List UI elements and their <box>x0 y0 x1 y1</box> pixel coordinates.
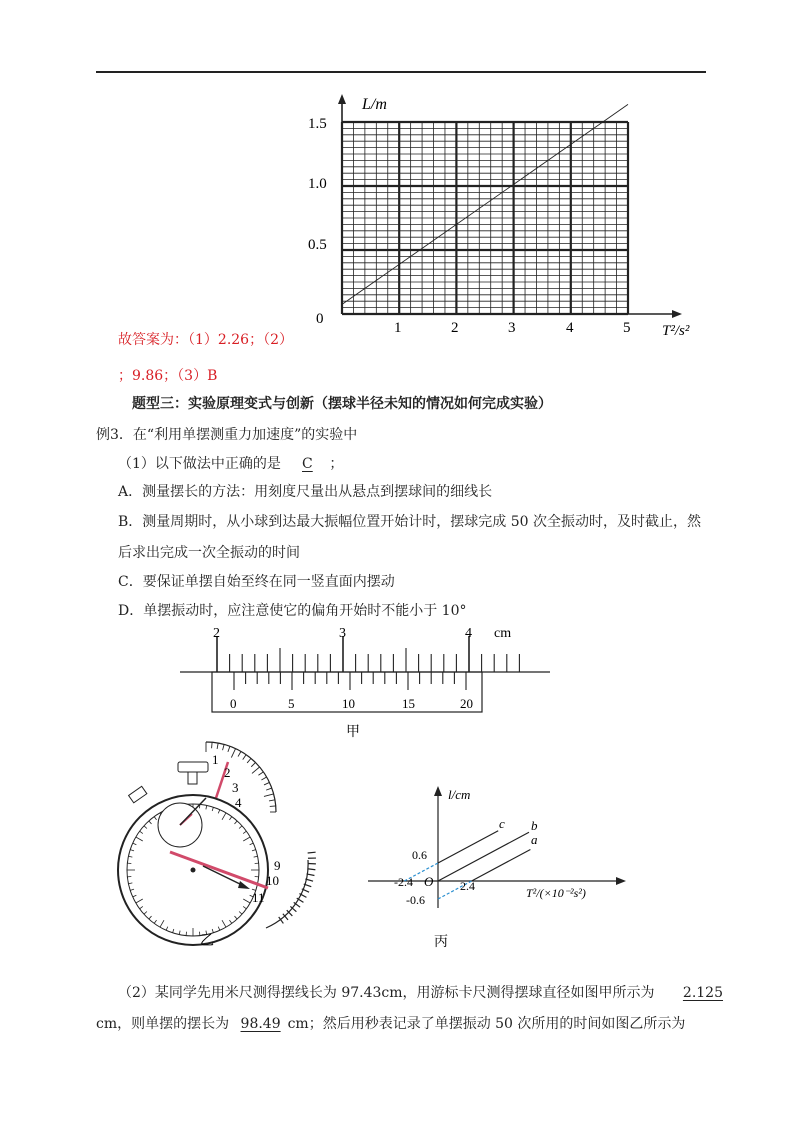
main-scale-label: 2 <box>213 626 220 641</box>
series-line-b <box>438 832 529 881</box>
graph-grid <box>342 122 628 314</box>
x-tick-label: 4 <box>566 320 574 336</box>
series-line-a <box>472 850 531 882</box>
arc-tick <box>212 742 213 748</box>
arc-tick <box>238 751 241 756</box>
scale-label: 11 <box>252 890 265 905</box>
arc-tick <box>228 746 230 752</box>
arc-tick <box>261 777 266 780</box>
arc-tick <box>264 794 274 797</box>
example-heading: 例3．在“利用单摆测重力加速度”的实验中 <box>96 427 358 443</box>
scale-tick <box>307 869 315 870</box>
scale-label: 9 <box>274 858 281 873</box>
question-2-line-2 <box>96 1013 685 1033</box>
figure-caption: 甲 <box>346 725 360 740</box>
y-axis-label: l/cm <box>448 787 471 802</box>
annotation: -2.4 <box>394 875 413 889</box>
annotation: 2.4 <box>460 879 475 893</box>
arc-tick <box>252 767 260 773</box>
question-2-line-1 <box>118 982 723 1002</box>
dial-label: 2 <box>224 765 231 780</box>
vernier-label: 20 <box>460 696 473 711</box>
x-axis-label: T²/(×10⁻²s²) <box>526 886 586 900</box>
series-label: b <box>531 818 538 833</box>
arc-tick <box>231 749 235 758</box>
caliper-reading-answer: 2.125 <box>682 985 724 1001</box>
x-axis-arrow <box>672 310 682 318</box>
stopwatch-side-button[interactable] <box>129 786 147 803</box>
arc-tick <box>270 806 276 807</box>
arc-tick <box>264 782 269 785</box>
stopwatch-crown[interactable] <box>178 762 208 772</box>
question-1 <box>118 453 343 473</box>
main-scale-ticks <box>217 636 519 672</box>
option-b-line-1: B．测量周期时，从小球到达最大振幅位置开始计时，摆球完成 50 次全振动时，及时截止，然 <box>118 514 702 530</box>
question-1-prefix: （1）以下做法中正确的是 <box>118 456 281 472</box>
vernier-label: 5 <box>288 696 295 711</box>
l-t2-graph-bing <box>368 786 640 950</box>
vernier-scale-ticks <box>234 672 466 690</box>
arc-tick <box>251 763 255 767</box>
main-scale-label: 4 <box>465 626 472 641</box>
y-tick-label: 0.5 <box>308 237 327 253</box>
dial-label: 1 <box>212 752 219 767</box>
y-tick-label: 1.0 <box>308 176 327 192</box>
scale-tick <box>308 852 316 853</box>
main-scale-label: 3 <box>339 626 346 641</box>
x-tick-label: 1 <box>394 320 402 336</box>
option-b-line-2: 后求出完成一次全振动的时间 <box>118 545 300 561</box>
series-line <box>342 104 628 304</box>
y-axis-arrow <box>434 786 442 796</box>
question-1-answer: C <box>302 456 313 472</box>
arc-tick <box>269 800 275 801</box>
arc-tick <box>247 758 251 763</box>
page-top-rule <box>96 71 706 73</box>
origin-label: 0 <box>316 311 324 327</box>
x-tick-label: 2 <box>451 320 459 336</box>
series-label: a <box>531 832 538 847</box>
vernier-label: 10 <box>342 696 355 711</box>
section-title: 题型三：实验原理变式与创新（摆球半径未知的情况如何完成实验） <box>132 396 552 412</box>
arc-tick <box>258 772 263 775</box>
option-a: A．测量摆长的方法：用刻度尺量出从悬点到摆球间的细线长 <box>118 484 493 500</box>
figure-caption: 丙 <box>434 935 448 950</box>
vernier-caliper-figure <box>180 622 550 744</box>
vernier-label: 0 <box>230 696 237 711</box>
annotation: -0.6 <box>406 893 425 907</box>
y-axis-arrow <box>338 94 346 104</box>
question-2-text: （2）某同学先用米尺测得摆线长为 97.43cm，用游标卡尺测得摆球直径如图甲所示为 <box>118 985 655 1001</box>
dial-label: 3 <box>232 780 239 795</box>
option-c: C．要保证单摆自始至终在同一竖直面内摆动 <box>118 574 395 590</box>
arc-tick <box>217 743 218 749</box>
x-axis-arrow <box>616 877 626 885</box>
vernier-label: 15 <box>402 696 415 711</box>
question-1-suffix: ； <box>329 456 344 472</box>
arc-tick <box>266 788 272 790</box>
series-line-c <box>438 831 498 863</box>
option-d: D．单摆振动时，应注意使它的偏角开始时不能小于 10° <box>118 603 467 619</box>
dial-label: 4 <box>235 795 242 810</box>
origin-label: O <box>424 874 434 889</box>
arc-tick <box>223 744 225 750</box>
stopwatch-center-pin <box>191 868 196 873</box>
answer-line-2: ；9.86；（3）B <box>118 368 218 384</box>
series-label: c <box>499 816 505 831</box>
x-axis-label: T²/s² <box>662 323 690 339</box>
answer-line-1: 故答案为：（1）2.26；（2） <box>118 332 293 348</box>
main-scale-unit: cm <box>494 626 512 641</box>
figure-caption: 乙 <box>200 934 214 949</box>
y-tick-label: 1.5 <box>308 116 327 132</box>
question-2-text: cm，则单摆的摆长为 <box>96 1016 230 1032</box>
l-t2-graph <box>300 92 710 347</box>
x-tick-label: 5 <box>623 320 631 336</box>
pendulum-length-answer: 98.49 <box>240 1016 281 1032</box>
arc-tick <box>243 755 246 760</box>
question-2-text: cm；然后用秒表记录了单摆振动 50 次所用的时间如图乙所示为 <box>287 1016 686 1032</box>
x-tick-label: 3 <box>508 320 516 336</box>
annotation: 0.6 <box>412 848 427 862</box>
y-axis-label: L/m <box>362 96 387 113</box>
stopwatch-figure <box>108 740 338 950</box>
enlarged-scale-ticks <box>279 852 316 923</box>
scale-label: 10 <box>266 873 279 888</box>
